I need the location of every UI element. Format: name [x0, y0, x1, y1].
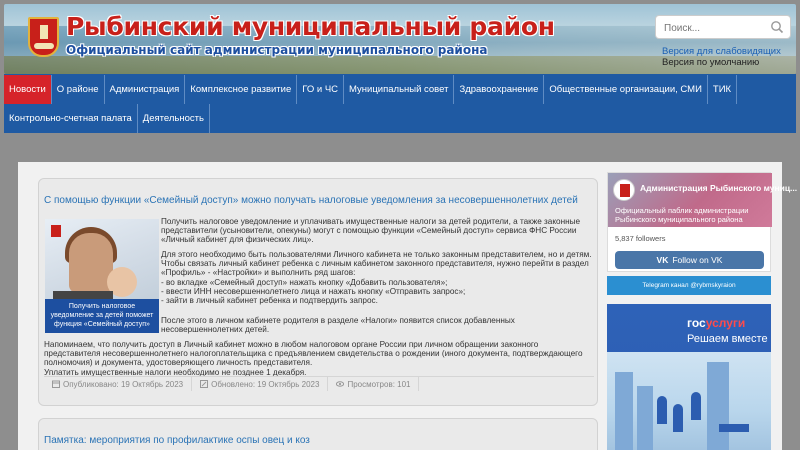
article-meta — [44, 376, 594, 390]
article-paragraph-3: После этого в личном кабинете родителя в разделе «Налоги» появится список добавленных несовершеннолетних детей. — [161, 316, 515, 335]
vk-followers: 5,837 followers — [615, 234, 666, 243]
nav-row-2 — [4, 104, 210, 133]
coat-of-arms-icon[interactable] — [28, 17, 59, 57]
nav-item-public-orgs[interactable]: Общественные организации, СМИ — [544, 75, 708, 104]
search-panel — [655, 15, 791, 72]
accessible-version-link[interactable]: Версия для слабовидящих — [662, 46, 781, 57]
search-input[interactable] — [664, 20, 764, 36]
view-count: Просмотров: 101 — [328, 377, 419, 391]
header-banner — [4, 4, 796, 74]
nav-item-about[interactable]: О районе — [52, 75, 105, 104]
article-card — [38, 418, 598, 450]
calendar-icon — [52, 380, 60, 388]
article-paragraph-2: Для этого необходимо быть пользователями Личного кабинета не только законным представителем, но и детям. Чтобы связать личный кабинет ребенка с личным кабинетом законного представителя, нужно перейти в раздел «Профиль» - «Настройки» и выполнить ряд шагов: - во вкладке «Семейный доступ» нажать кнопку «Добавить пользователя»; - ввести ИНН несовершеннолетнего лица и нажать кнопку «Отправить запрос»; - зайти в личный кабинет ребенка и подтвердить запрос. — [161, 250, 592, 306]
telegram-link[interactable]: Telegram канал @rybmskyraion — [607, 276, 771, 295]
vk-description: Официальный паблик администрации Рыбинского муниципального района — [615, 206, 749, 224]
gosuslugi-banner[interactable] — [607, 304, 771, 450]
article-paragraph-4: Напоминаем, что получить доступ в Личный кабинет можно в любом налоговом органе России при личном обращении законного представителя несовершеннолетнего налогоплательщика с предъявлением свидетельства о рождении (иного документа, подтверждающего полномочия) и документа, удостоверяющего личность представителя. Уплатить имущественные налоги необходимо не позднее 1 декабря. — [44, 340, 583, 377]
city-illustration — [607, 352, 771, 450]
edit-icon — [200, 380, 208, 388]
site-subtitle: Официальный сайт администрации муниципального района — [66, 43, 488, 57]
article-title[interactable]: Памятка: мероприятия по профилактике оспы овец и коз — [44, 435, 310, 446]
updated-date: Обновлено: 19 Октябрь 2023 — [192, 377, 328, 391]
search-icon[interactable] — [770, 20, 784, 34]
article-image[interactable] — [45, 219, 159, 333]
published-date: Опубликовано: 19 Октябрь 2023 — [44, 377, 192, 391]
article-card — [38, 178, 598, 406]
default-version-link[interactable]: Версия по умолчанию — [662, 57, 760, 68]
main-nav — [4, 74, 796, 133]
nav-item-development[interactable]: Комплексное развитие — [185, 75, 297, 104]
vk-widget — [607, 172, 798, 272]
gosuslugi-logo: госуслуги — [687, 316, 746, 330]
nav-item-activity[interactable]: Деятельность — [138, 104, 210, 133]
nav-item-audit-chamber[interactable]: Контрольно-счетная палата — [4, 104, 138, 133]
nav-item-civil-defense[interactable]: ГО и ЧС — [297, 75, 344, 104]
nav-item-news[interactable]: Новости — [4, 75, 52, 104]
image-caption: Получить налоговое уведомление за детей поможет функция «Семейный доступ» — [45, 299, 159, 333]
vk-group-name[interactable]: Администрация Рыбинского муниц... — [640, 183, 798, 193]
vk-icon: VK — [656, 255, 669, 265]
nav-item-healthcare[interactable]: Здравоохранение — [454, 75, 544, 104]
gosuslugi-slogan: Решаем вместе — [687, 333, 768, 345]
vk-avatar[interactable] — [613, 179, 635, 201]
article-paragraph-1: Получить налоговое уведомление и уплачивать имущественные налоги за детей родители, а также законные представители (усыновители, опекуны) могут с помощью функции «Семейный доступ» сервиса ФНС России «Личный кабинет для физических лиц». — [161, 217, 581, 245]
emblem-icon — [51, 225, 61, 237]
article-title[interactable]: С помощью функции «Семейный доступ» можно получать налоговые уведомления за несовершеннолетних детей — [44, 195, 578, 206]
search-box — [655, 15, 791, 39]
nav-item-administration[interactable]: Администрация — [105, 75, 186, 104]
eye-icon — [336, 380, 344, 388]
vk-follow-button[interactable]: VK Follow on VK — [615, 251, 764, 269]
content-area — [18, 162, 798, 450]
nav-item-tik[interactable]: ТИК — [708, 75, 737, 104]
nav-row-1 — [4, 75, 737, 104]
nav-item-council[interactable]: Муниципальный совет — [344, 75, 454, 104]
site-title[interactable]: Рыбинский муниципальный район — [66, 12, 555, 41]
vk-cover — [608, 173, 798, 227]
